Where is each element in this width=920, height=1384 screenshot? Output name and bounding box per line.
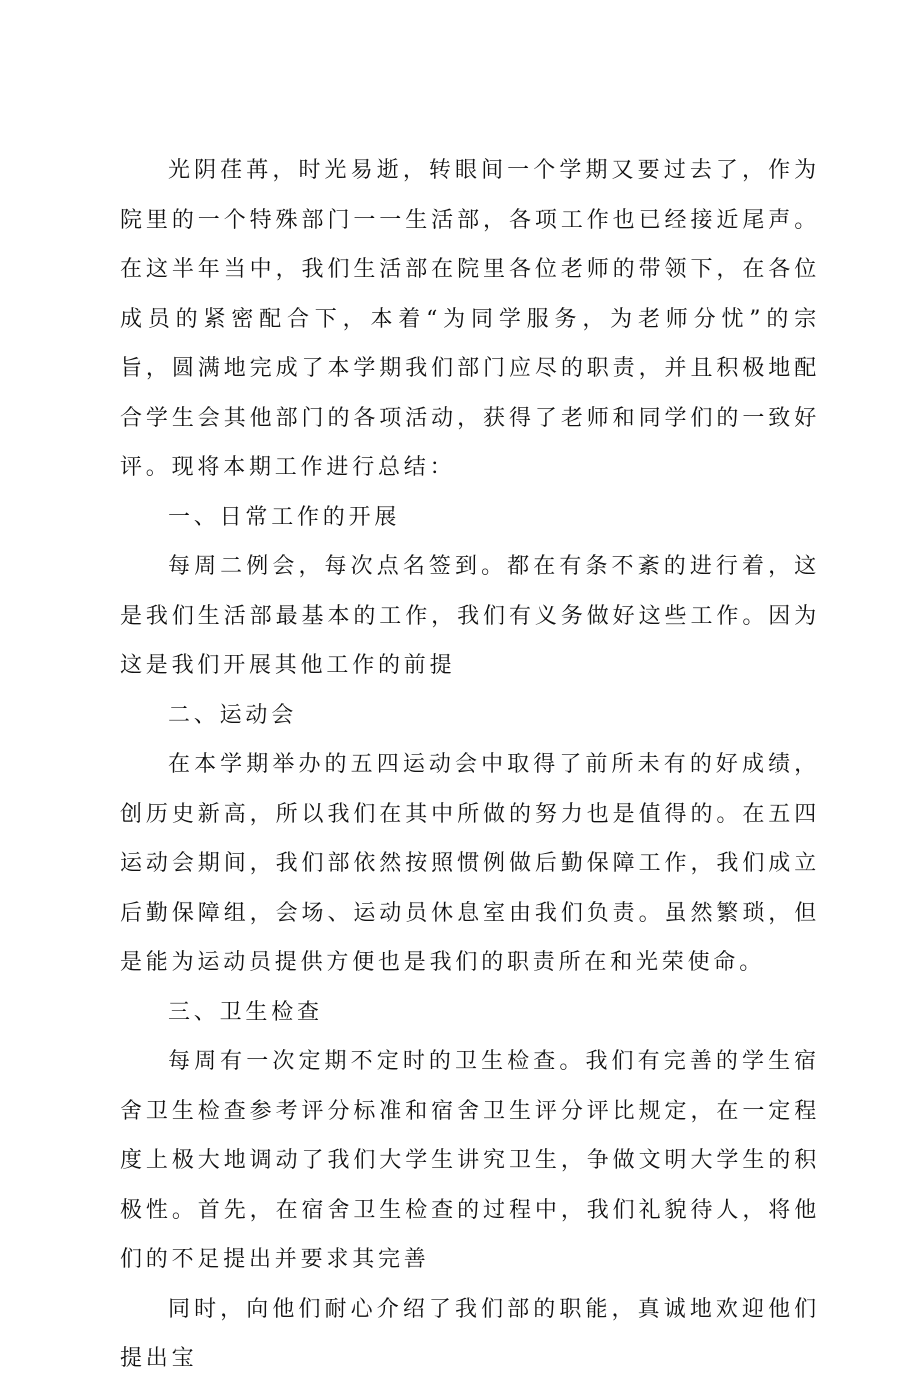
intro-paragraph: 光阴荏苒，时光易逝，转眼间一个学期又要过去了，作为院里的一个特殊部门一一生活部，各项工作也已经接近尾声。在这半年当中，我们生活部在院里各位老师的带领下，在各位成员的紧密配合下，本着“为同学服务，为老师分忧”的宗旨，圆满地完成了本学期我们部门应尽的职责，并且积极地配合学生会其他部门的各项活动，获得了老师和同学们的一致好评。现将本期工作进行总结：: [120, 158, 820, 480]
sports-meet-paragraph: 在本学期举办的五四运动会中取得了前所未有的好成绩，创历史新高，所以我们在其中所做的努力也是值得的。在五四运动会期间，我们部依然按照惯例做后勤保障工作，我们成立后勤保障组，会场、运动员休息室由我们负责。虽然繁琐，但是能为运动员提供方便也是我们的职责所在和光荣使命。: [120, 752, 820, 975]
section-heading-sports-meet: 二、运动会: [168, 702, 298, 728]
section-heading-hygiene-check: 三、卫生检查: [168, 999, 323, 1025]
section-heading-daily-work: 一、日常工作的开展: [168, 504, 401, 530]
document-body: [120, 146, 820, 1384]
daily-work-paragraph: 每周二例会，每次点名签到。都在有条不紊的进行着，这是我们生活部最基本的工作，我们有义务做好这些工作。因为这是我们开展其他工作的前提: [120, 554, 820, 678]
hygiene-check-paragraph: 每周有一次定期不定时的卫生检查。我们有完善的学生宿舍卫生检查参考评分标准和宿舍卫生评分评比规定，在一定程度上极大地调动了我们大学生讲究卫生，争做文明大学生的积极性。首先，在宿舍卫生检查的过程中，我们礼貌待人，将他们的不足提出并要求其完善: [120, 1049, 820, 1272]
hygiene-check-continued-paragraph: 同时，向他们耐心介绍了我们部的职能，真诚地欢迎他们提出宝: [120, 1296, 820, 1371]
